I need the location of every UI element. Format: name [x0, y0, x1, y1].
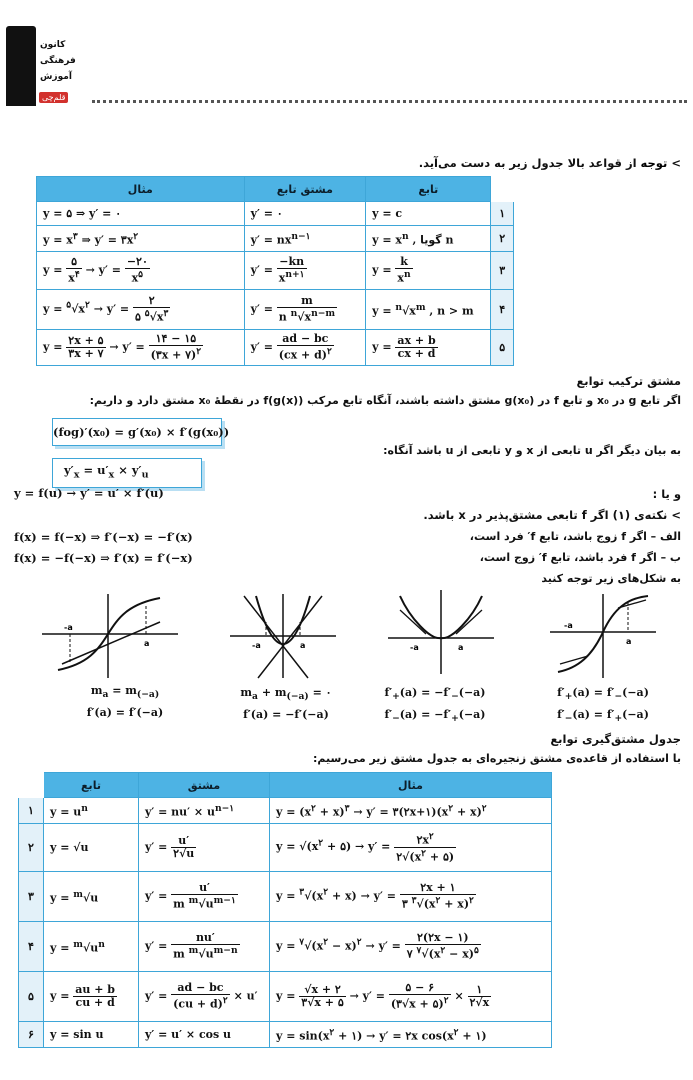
row-number: ۱	[491, 202, 514, 226]
note-1-label: توجه	[640, 156, 668, 170]
table2-header-derivative: مشتق	[139, 773, 270, 798]
table1-header-example: مثال	[37, 177, 245, 202]
logo-badge: قلم‌چی	[39, 92, 68, 103]
graph-label-neg-a: -a	[564, 621, 573, 630]
note-2-label: نکته‌ی (۱)	[612, 508, 668, 522]
caption-2a: $m_a + m_{(-a)}$ = ۰	[240, 686, 332, 703]
cell-example: $y = (x^۲ + x)^۳ \to y'$ = $۳(۲x+۱)(x^۲ + x)^۲$	[270, 798, 552, 824]
cell-example: $y = ^۷√(x^۲ - x)^۲ \to y'$ = $\frac{۲(۲x - ۱)}{۷ ^۷√(x^۲ - x)^۵}$	[270, 922, 552, 972]
note-2-a: الف – اگر f زوج باشد، تابع f′ فرد است،	[469, 530, 681, 543]
table-row	[19, 1022, 552, 1048]
graph-label-neg-a: -a	[410, 643, 419, 652]
caption-2b: f′(a) = −f′(−a)	[243, 708, 329, 721]
graph-label-a: a	[626, 637, 632, 646]
caption-3a: $f'_+(a) = -f'_-(-a)$	[384, 686, 486, 703]
row-number: ۳	[19, 872, 44, 922]
cell-derivative: y′ = $\frac{ad - bc}{(cu + d)^۲}$ × u′	[139, 972, 270, 1022]
logo-line2: فرهنگی	[40, 56, 76, 66]
section-text-table: با استفاده از قاعده‌ی مشتق زنجیره‌ای به جدول مشتق زیر می‌رسیم:	[313, 752, 681, 765]
cell-derivative: $y' = nx^{n-۱}$	[244, 226, 366, 252]
cell-derivative: y′ = u′ × cos u	[139, 1022, 270, 1048]
cell-function: y = $\frac{au + b}{cu + d}$	[44, 972, 139, 1022]
logo-line3: آموزش	[40, 72, 72, 82]
row-number: ۵	[491, 330, 514, 366]
rational-label: گویا	[420, 233, 442, 247]
cell-derivative: y′ = ۰	[244, 202, 366, 226]
cell-function: y = $\frac{k}{x^n}$	[366, 252, 491, 290]
note-2-text: اگر f تابعی مشتق‌پذیر در x باشد.	[423, 508, 609, 522]
graph-even-parabola	[228, 592, 338, 680]
table1-header-derivative: مشتق تابع	[244, 177, 366, 202]
caret-icon: >	[671, 508, 681, 522]
section-title-composition: مشتق ترکیب توابع	[576, 374, 681, 388]
cell-function: y = $\frac{ax + b}{cx + d}$	[366, 330, 491, 366]
chain-derivative-table	[18, 772, 552, 1048]
logo	[6, 22, 76, 108]
note-2-c: به شکل‌های زیر توجه کنید	[541, 572, 681, 585]
cell-example: y = $\frac{۲x + ۵}{۳x + ۷}$ → y′ = $\frac{۱۴ - ۱۵}{(۳x + ۷)^۲}$	[37, 330, 245, 366]
cell-example: $y = x^۳$ ⇒ $y' = ۳x^۲$	[37, 226, 245, 252]
table-row	[37, 330, 514, 366]
row-number: ۱	[19, 798, 44, 824]
table-row	[37, 290, 514, 330]
table-row	[19, 824, 552, 872]
cell-function: y = $^m$√u	[44, 872, 139, 922]
odd-function-rule: f(x) = −f(−x) ⇒ f′(x) = f′(−x)	[14, 551, 193, 565]
note-1-text: از قواعد بالا جدول زیر به دست می‌آید.	[418, 156, 637, 170]
header-divider	[92, 100, 687, 103]
row-number: ۶	[19, 1022, 44, 1048]
graph-label-neg-a: -a	[64, 623, 73, 632]
chain-rule-leibniz: $y'_x = u'_x \times y'_u$	[64, 463, 149, 481]
graph-odd-cusp	[548, 592, 658, 680]
note-1	[419, 156, 681, 170]
cell-derivative: y′ = $\frac{m}{n ^n√x^{n-m}}$	[244, 290, 366, 330]
section-text-composition: اگر تابع g در x₀ و تابع f در g(x₀) مشتق داشته باشند، آنگاه تابع مرکب f(g(x)) در نقطهٔ x₀ مشتق دارد و داریم:	[89, 394, 681, 407]
graduate-figure-icon	[6, 26, 36, 106]
cell-derivative: y′ = $\frac{nu'}{m ^m√u^{m-n}}$	[139, 922, 270, 972]
row-number: ۲	[491, 226, 514, 252]
cell-function: $y = u^n$	[44, 798, 139, 824]
alt-label: و یا :	[652, 487, 681, 501]
caption-1a: $m_a = m_{(-a)}$	[90, 684, 160, 701]
cell-example: y = ۵ ⇒ y′ = ۰	[37, 202, 245, 226]
graph-label-a: a	[144, 639, 150, 648]
graph-even-abs	[386, 588, 496, 676]
table-row	[37, 252, 514, 290]
caption-4a: $f'_+(a) = f'_-(-a)$	[557, 686, 649, 703]
table-row	[19, 922, 552, 972]
cell-example: y = $\frac{√x + ۲}{۳√x + ۵}$ → y′ = $\frac{۵ - ۶}{(۳√x + ۵)^۲}$ × $\frac{۱}{۲√x}$	[270, 972, 552, 1022]
cell-function: $y = ^n√x^m$ , n > m	[366, 290, 491, 330]
cell-derivative: y′ = $\frac{ad - bc}{(cx + d)^۲}$	[244, 330, 366, 366]
caption-3b: $f'_-(a) = -f'_+(-a)$	[384, 708, 486, 725]
caret-icon: >	[671, 156, 681, 170]
cell-example: $y = ^۵√x^۲ \to y'$ = $\frac{۲}{۵ ^۵√x^۳}$	[37, 290, 245, 330]
graph-odd-cubic	[40, 592, 180, 680]
cell-function: y = √u	[44, 824, 139, 872]
graph-label-a: a	[458, 643, 464, 652]
caption-4b: $f'_-(a) = f'_+(-a)$	[557, 708, 649, 725]
table-row	[37, 202, 514, 226]
chain-rule-function-form: y = f(u) → y′ = u′ × f′(u)	[14, 486, 164, 500]
derivative-rules-table	[36, 176, 514, 366]
row-number: ۴	[491, 290, 514, 330]
graph-label-a: a	[300, 641, 306, 650]
row-number: ۳	[491, 252, 514, 290]
row-number: ۴	[19, 922, 44, 972]
cell-example: $y = √(x^۲$ + ۵) → y′ = $\frac{۲x^۲}{۲√(x^۲ + ۵)}$	[270, 824, 552, 872]
cell-function: y = c	[366, 202, 491, 226]
row-number: ۵	[19, 972, 44, 1022]
graph-label-neg-a: -a	[252, 641, 261, 650]
caption-1b: f′(a) = f′(−a)	[86, 706, 164, 719]
chain-rule-formula: (fog)′(x₀) = g′(x₀) × f′(g(x₀))	[52, 418, 222, 446]
cell-function: $y = ^m√u^n$	[44, 922, 139, 972]
table-row	[19, 798, 552, 824]
cell-function: $y = x^n$ , گویا n	[366, 226, 491, 252]
chain-rule-intro: به بیان دیگر اگر u تابعی از x و y تابعی از u باشد آنگاه:	[383, 444, 681, 457]
table-row	[19, 872, 552, 922]
cell-example: $y = \sin(x^۲$ + ۱) → y′ = ۲x $\cos(x^۲$ + ۱)	[270, 1022, 552, 1048]
section-title-table: جدول مشتق‌گیری توابع	[550, 732, 681, 746]
cell-derivative: y′ = $\frac{u'}{m ^m√u^{m-۱}}$	[139, 872, 270, 922]
table-row	[37, 226, 514, 252]
table1-header-function: تابع	[366, 177, 491, 202]
note-2	[423, 508, 681, 522]
even-function-rule: f(x) = f(−x) ⇒ f′(−x) = −f′(x)	[14, 530, 193, 544]
cell-function: y = sin u	[44, 1022, 139, 1048]
table-row	[19, 972, 552, 1022]
cell-example: $y = ^۳√(x^۲ + x) \to y'$ = $\frac{۲x + ۱}{۳ ^۳√(x^۲ + x)^۲}$	[270, 872, 552, 922]
logo-line1: کانون	[40, 40, 66, 50]
note-2-b: ب – اگر f فرد باشد، تابع f′ زوج است،	[479, 551, 681, 564]
cell-derivative: $y' = nu' \times u^{n-۱}$	[139, 798, 270, 824]
table2-header-example: مثال	[270, 773, 552, 798]
table2-header-function: تابع	[44, 773, 139, 798]
cell-derivative: y′ = $\frac{-kn}{x^{n+۱}}$	[244, 252, 366, 290]
cell-derivative: y′ = $\frac{u'}{۲√u}$	[139, 824, 270, 872]
cell-example: y = $\frac{۵}{x^۴}$ → y′ = $\frac{-۲۰}{x^۵}$	[37, 252, 245, 290]
row-number: ۲	[19, 824, 44, 872]
